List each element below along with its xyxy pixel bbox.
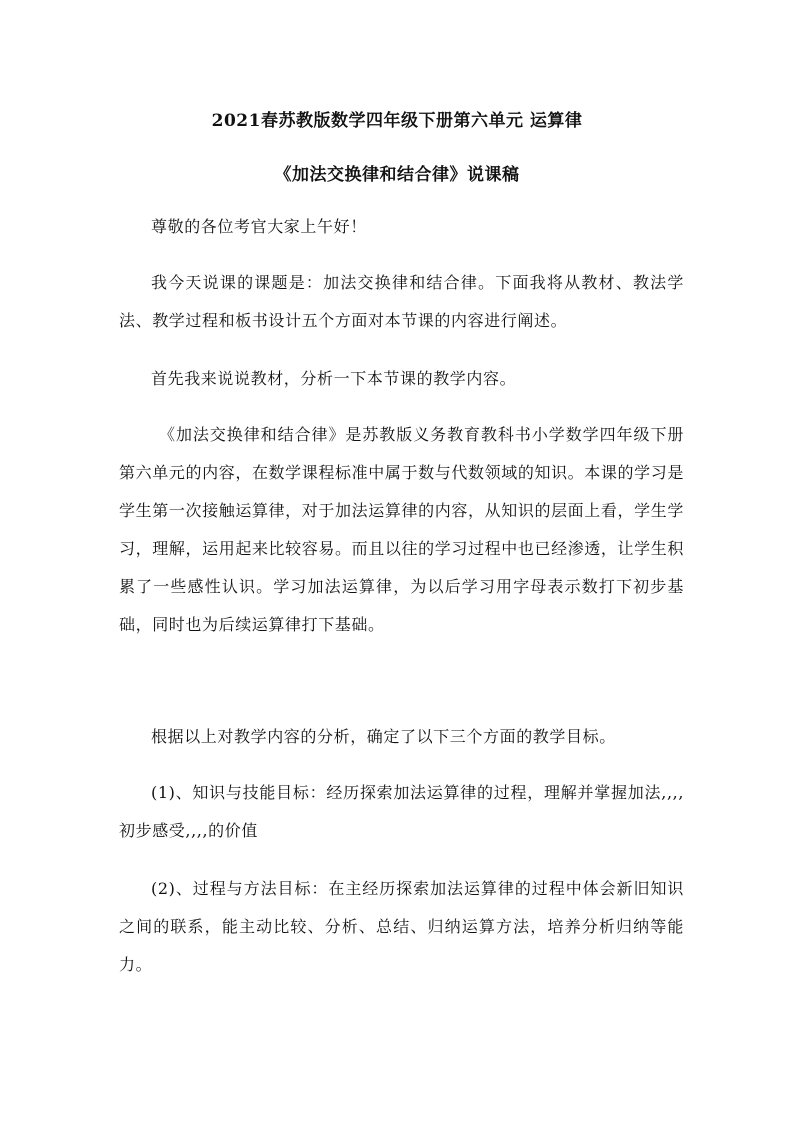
paragraph-intro-textbook: 首先我来说说教材，分析一下本节课的教学内容。 — [151, 369, 517, 388]
paragraph-greeting: 尊敬的各位考官大家上午好！ — [151, 217, 367, 236]
paragraph-textbook-analysis: 《加法交换律和结合律》是苏教版义务教育教科书小学数学四年级下册第六单元的内容，在数学课程标准中属于数与代数领域的知识。本课的学习是学生第一次接触运算律，对于加法运算律的内容，从知识的层面上看，学生学习，理解，运用起来比较容易。而且以往的学习过程中也已经渗透，让学生积累了一些感性认识。学习加法运算律，为以后学习用字母表示数打下初步基础，同时也为后续运算律打下基础。 — [119, 425, 684, 634]
paragraph-topic: 我今天说课的课题是：加法交换律和结合律。下面我将从教材、教法学法、教学过程和板书设计五个方面对本节课的内容进行阐述。 — [119, 273, 684, 330]
paragraph-objective-1: (1)、知识与技能目标：经历探索加法运算律的过程，理解并掌握加法,,,,初步感受,,,,的价值 — [119, 783, 684, 840]
paragraph-objective-2: (2)、过程与方法目标：在主经历探索加法运算律的过程中体会新旧知识之间的联系，能主动比较、分析、总结、归纳运算方法，培养分析归纳等能力。 — [119, 879, 684, 974]
document-title: 2021春苏教版数学四年级下册第六单元 运算律 — [211, 111, 583, 131]
document-subtitle: 《加法交换律和结合律》说课稿 — [274, 165, 520, 185]
paragraph-objectives-intro: 根据以上对教学内容的分析，确定了以下三个方面的教学目标。 — [151, 727, 616, 746]
